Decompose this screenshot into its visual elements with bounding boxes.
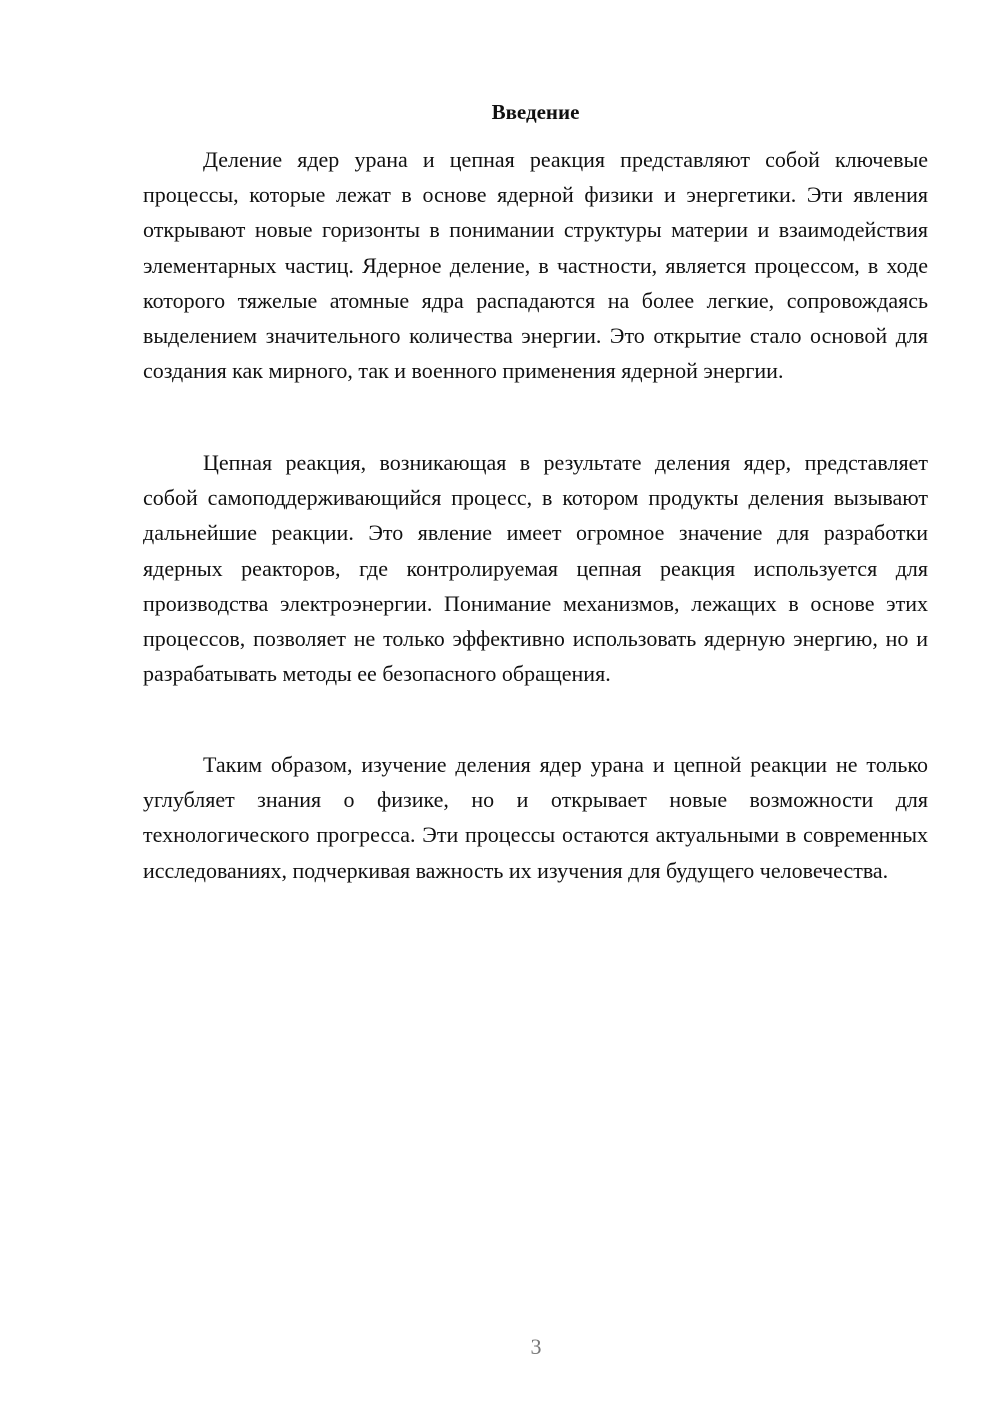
paragraph-1: Деление ядер урана и цепная реакция представляют собой ключевые процессы, которые лежат в основе ядерной физики и энергетики. Эти явления открывают новые горизонты в понимании структуры материи и взаимодействия элементарных частиц. Ядерное деление, в частности, является процессом, в ходе которого тяжелые атомные ядра распадаются на более легкие, сопровождаясь выделением значительного количества энергии. Это открытие стало основой для создания как мирного, так и военного применения ядерной энергии. (143, 147, 928, 384)
paragraph-3: Таким образом, изучение деления ядер урана и цепной реакции не только углубляет знания о физике, но и открывает новые возможности для технологического прогресса. Эти процессы остаются актуальными в современных исследованиях, подчеркивая важность их изучения для будущего человечества. (143, 752, 928, 883)
section-heading: Введение (491, 100, 580, 124)
page-number: 3 (530, 1334, 542, 1359)
paragraph-2: Цепная реакция, возникающая в результате деления ядер, представляет собой самоподдерживающийся процесс, в котором продукты деления вызывают дальнейшие реакции. Это явление имеет огромное значение для разработки ядерных реакторов, где контролируемая цепная реакция используется для производства электроэнергии. Понимание механизмов, лежащих в основе этих процессов, позволяет не только эффективно использовать ядерную энергию, но и разрабатывать методы ее безопасного обращения. (143, 450, 928, 687)
